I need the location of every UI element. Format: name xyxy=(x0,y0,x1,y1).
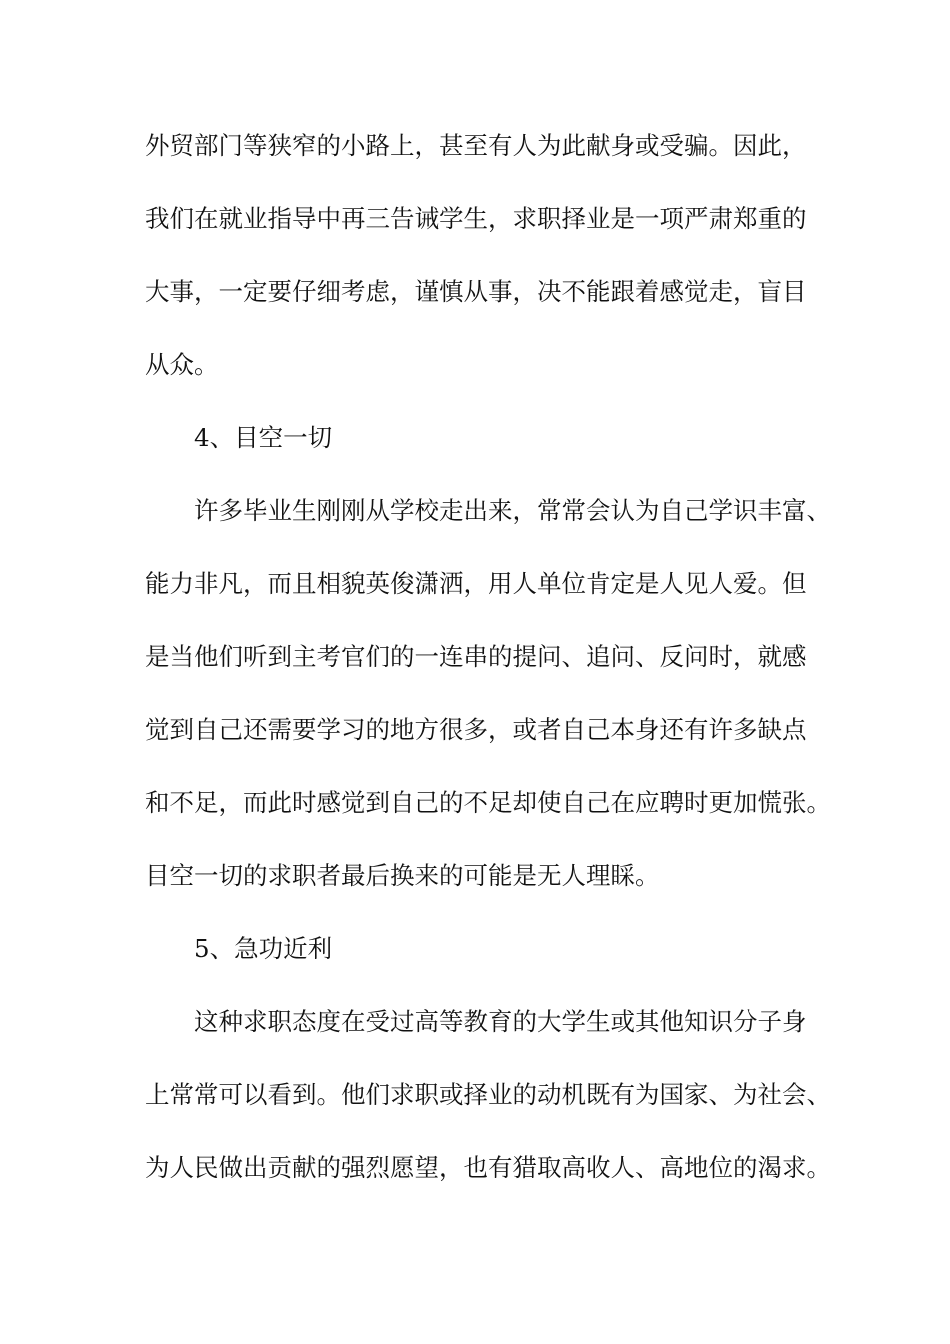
body-text xyxy=(145,131,835,1226)
text-line-11: 目空一切的求职者最后换来的可能是无人理睬。 xyxy=(145,861,660,890)
text-line-3: 大事，一定要仔细考虑，谨慎从事，决不能跟着感觉走，盲目 xyxy=(145,277,807,306)
text-line-14: 上常常可以看到。他们求职或择业的动机既有为国家、为社会、 xyxy=(145,1080,831,1109)
paragraph-start-line: 许多毕业生刚刚从学校走出来，常常会认为自己学识丰富、 xyxy=(194,496,831,525)
section-heading-5: 5、急功近利 xyxy=(194,934,333,963)
text-line-2: 我们在就业指导中再三告诫学生，求职择业是一项严肃郑重的 xyxy=(145,204,807,233)
text-line-15: 为人民做出贡献的强烈愿望，也有猎取高收人、高地位的渴求。 xyxy=(145,1153,831,1182)
text-line-4: 从众。 xyxy=(145,350,219,379)
text-line-8: 是当他们听到主考官们的一连串的提问、追问、反问时，就感 xyxy=(145,642,807,671)
text-line-7: 能力非凡，而且相貌英俊潇洒，用人单位肯定是人见人爱。但 xyxy=(145,569,807,598)
text-line-9: 觉到自己还需要学习的地方很多，或者自己本身还有许多缺点 xyxy=(145,715,807,744)
text-line-1: 外贸部门等狭窄的小路上，甚至有人为此献身或受骗。因此， xyxy=(145,131,807,160)
section-heading-4: 4、目空一切 xyxy=(194,423,333,452)
text-line-10: 和不足，而此时感觉到自己的不足却使自己在应聘时更加慌张。 xyxy=(145,788,831,817)
paragraph-start-line: 这种求职态度在受过高等教育的大学生或其他知识分子身 xyxy=(194,1007,807,1036)
